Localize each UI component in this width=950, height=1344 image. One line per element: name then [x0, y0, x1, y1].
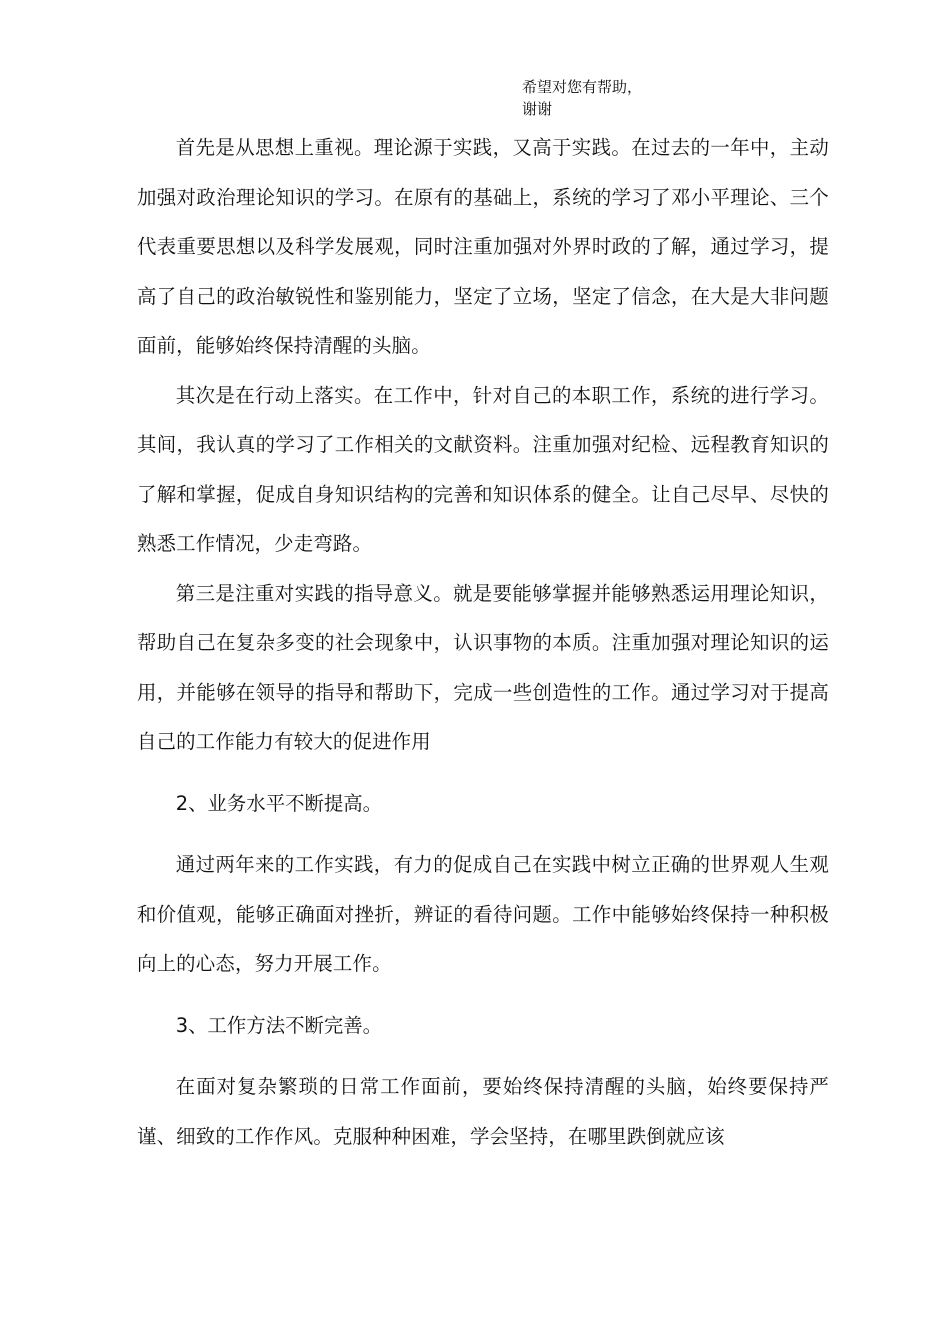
- paragraph-method: 在面对复杂繁琐的日常工作面前，要始终保持清醒的头脑，始终要保持严谨、细致的工作作风。克服种种困难，学会坚持，在哪里跌倒就应该: [137, 1075, 829, 1148]
- header-note-line1: 希望对您有帮助，: [522, 78, 643, 96]
- header-note: [522, 76, 642, 120]
- section-heading-business: 2、业务水平不断提高。: [175, 791, 383, 815]
- paragraph-thought: 首先是从思想上重视。理论源于实践，又高于实践。在过去的一年中，主动加强对政治理论知识的学习。在原有的基础上，系统的学习了邓小平理论、三个代表重要思想以及科学发展观，同时注重加强对外界时政的了解，通过学习，提高了自己的政治敏锐性和鉴别能力，坚定了立场，坚定了信念，在大是大非问题面前，能够始终保持清醒的头脑。: [137, 136, 829, 357]
- paragraph-practice: 第三是注重对实践的指导意义。就是要能够掌握并能够熟悉运用理论知识，帮助自己在复杂多变的社会现象中，认识事物的本质。注重加强对理论知识的运用，并能够在领导的指导和帮助下，完成一些创造性的工作。通过学习对于提高自己的工作能力有较大的促进作用: [137, 581, 829, 753]
- section-heading-method: 3、工作方法不断完善。: [175, 1013, 383, 1037]
- header-note-line2: 谢谢: [522, 100, 553, 118]
- paragraph-work-practice: 通过两年来的工作实践，有力的促成自己在实践中树立正确的世界观人生观和价值观，能够正确面对挫折，辨证的看待问题。工作中能够始终保持一种积极向上的心态，努力开展工作。: [137, 853, 829, 975]
- paragraph-action: 其次是在行动上落实。在工作中，针对自己的本职工作，系统的进行学习。其间，我认真的学习了工作相关的文献资料。注重加强对纪检、远程教育知识的了解和掌握，促成自身知识结构的完善和知识体系的健全。让自己尽早、尽快的熟悉工作情况，少走弯路。: [137, 383, 829, 555]
- document-body: [137, 123, 829, 1161]
